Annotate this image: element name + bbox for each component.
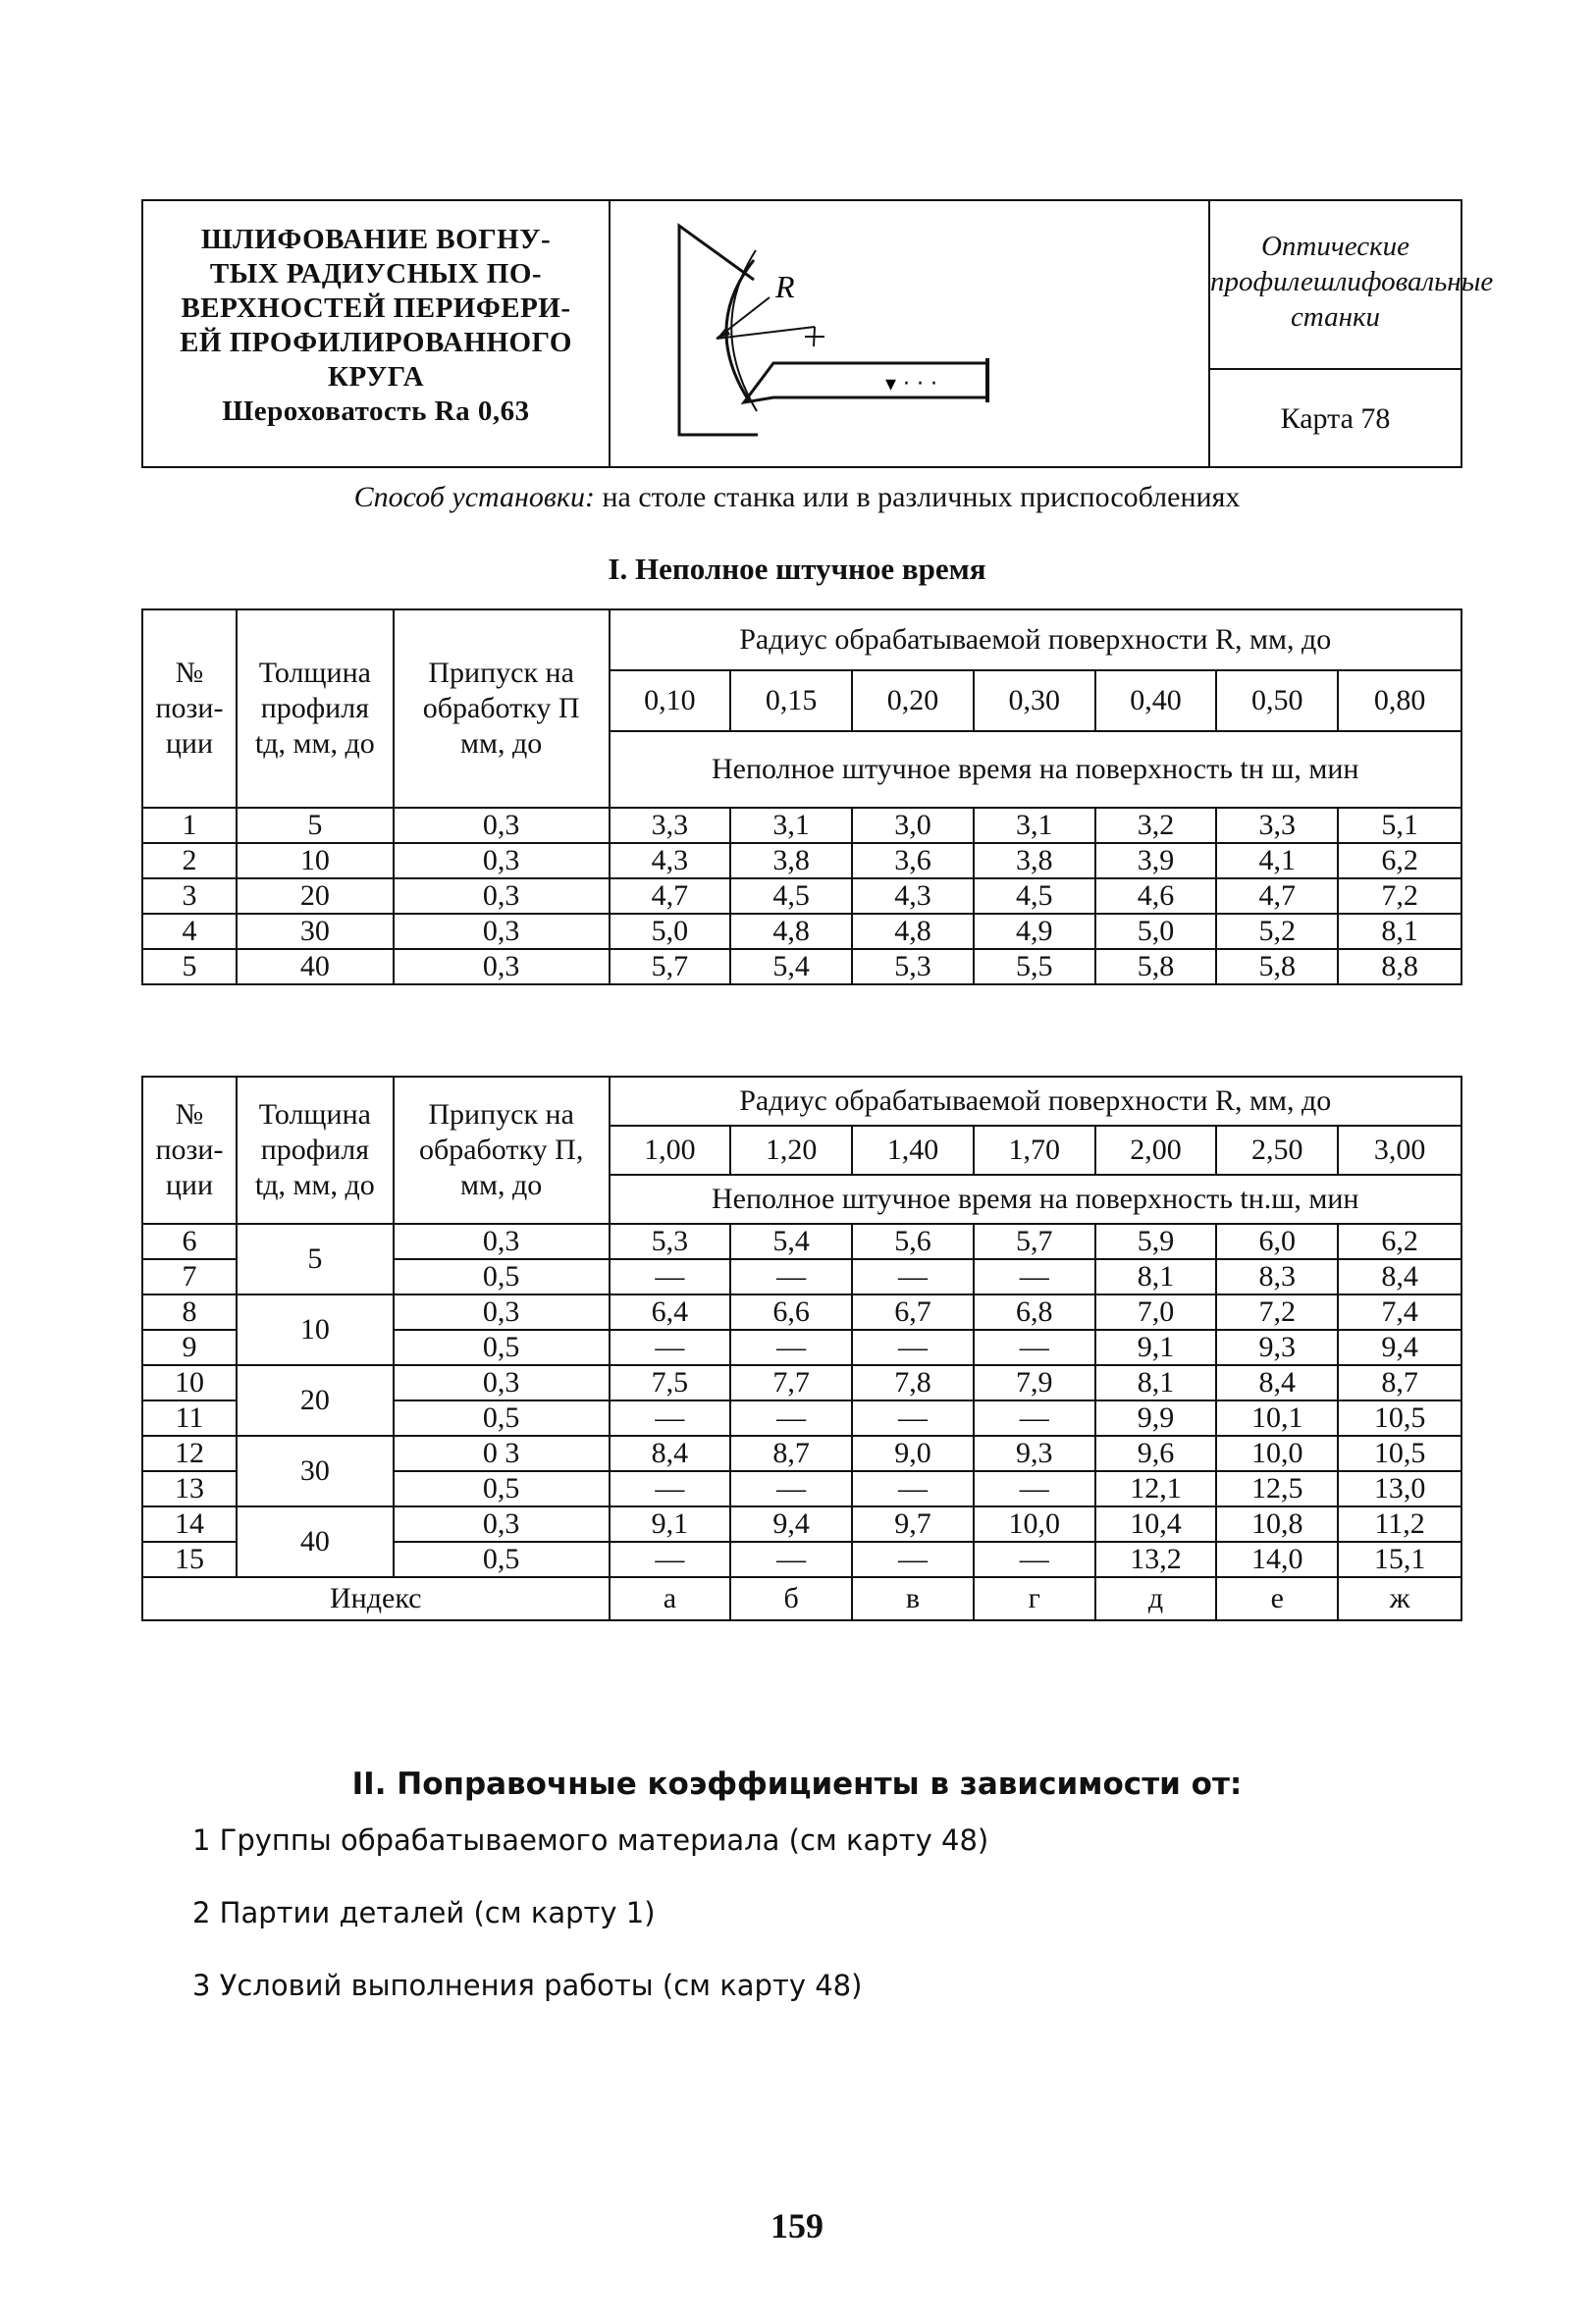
position-cell: 6 bbox=[142, 1224, 237, 1259]
time-cell: 8,7 bbox=[1338, 1365, 1461, 1400]
allowance-cell: 0,5 bbox=[394, 1542, 610, 1577]
header-line: № bbox=[175, 657, 204, 689]
time-cell: 5,7 bbox=[610, 949, 731, 984]
time-cell: 3,3 bbox=[1216, 808, 1338, 843]
thickness-cell: 20 bbox=[237, 878, 394, 914]
thickness-cell: 20 bbox=[237, 1365, 394, 1436]
time-cell: 6,7 bbox=[852, 1294, 974, 1330]
time-cell: 9,9 bbox=[1095, 1400, 1217, 1436]
header-allowance bbox=[394, 1077, 610, 1224]
card-number: Карта 78 bbox=[1280, 402, 1391, 435]
radius-value: 3,00 bbox=[1338, 1126, 1461, 1175]
machine-line: профилешлифовальные bbox=[1210, 266, 1494, 297]
header-position bbox=[142, 609, 237, 808]
index-cell: в bbox=[852, 1577, 974, 1620]
table-row bbox=[142, 1365, 1461, 1400]
header-line: обработку П bbox=[422, 692, 580, 724]
time-cell: 13,0 bbox=[1338, 1471, 1461, 1506]
time-cell: 3,1 bbox=[730, 808, 852, 843]
time-cell: 9,4 bbox=[1338, 1330, 1461, 1365]
time-cell: 3,3 bbox=[610, 808, 731, 843]
position-cell: 11 bbox=[142, 1400, 237, 1436]
time-cell: 4,5 bbox=[730, 878, 852, 914]
time-cell: 5,0 bbox=[1095, 914, 1217, 949]
time-cell: 6,4 bbox=[610, 1294, 731, 1330]
time-cell: 4,3 bbox=[610, 843, 731, 878]
allowance-cell: 0,3 bbox=[394, 843, 610, 878]
table-row bbox=[142, 843, 1461, 878]
header-radius: Радиус обрабатываемой поверхности R, мм, до bbox=[610, 1077, 1462, 1126]
header-line: мм, до bbox=[460, 727, 543, 760]
time-cell: 8,4 bbox=[1338, 1259, 1461, 1294]
header-time: Неполное штучное время на поверхность tн.ш, мин bbox=[610, 1175, 1462, 1224]
time-cell: 7,5 bbox=[610, 1365, 731, 1400]
time-cell: 10,1 bbox=[1216, 1400, 1338, 1436]
position-cell: 5 bbox=[142, 949, 237, 984]
time-cell: 3,6 bbox=[852, 843, 974, 878]
header-line: Толщина bbox=[258, 1098, 371, 1131]
time-cell: 12,5 bbox=[1216, 1471, 1338, 1506]
time-cell: 4,6 bbox=[1095, 878, 1217, 914]
time-cell: 8,3 bbox=[1216, 1259, 1338, 1294]
allowance-cell: 0,3 bbox=[394, 949, 610, 984]
header-line: tд, мм, до bbox=[254, 1169, 375, 1201]
time-cell: 10,0 bbox=[1216, 1436, 1338, 1471]
machine-line: станки bbox=[1290, 301, 1381, 333]
operation-title bbox=[143, 201, 611, 466]
radius-value: 1,70 bbox=[974, 1126, 1095, 1175]
time-cell: — bbox=[730, 1471, 852, 1506]
allowance-cell: 0,5 bbox=[394, 1471, 610, 1506]
time-cell: — bbox=[974, 1259, 1095, 1294]
time-cell: 6,0 bbox=[1216, 1224, 1338, 1259]
index-cell: г bbox=[974, 1577, 1095, 1620]
allowance-cell: 0,3 bbox=[394, 808, 610, 843]
allowance-cell: 0,3 bbox=[394, 1365, 610, 1400]
time-cell: 4,1 bbox=[1216, 843, 1338, 878]
thickness-cell: 10 bbox=[237, 1294, 394, 1365]
allowance-cell: 0,5 bbox=[394, 1400, 610, 1436]
correction-item: 1 Группы обрабатываемого материала (см карту 48) bbox=[192, 1823, 989, 1857]
time-cell: 11,2 bbox=[1338, 1506, 1461, 1542]
header-line: мм, до bbox=[460, 1169, 543, 1201]
header-position bbox=[142, 1077, 237, 1224]
index-cell: а bbox=[610, 1577, 731, 1620]
allowance-cell: 0,5 bbox=[394, 1259, 610, 1294]
setup-method bbox=[0, 481, 1594, 514]
time-cell: 5,4 bbox=[730, 1224, 852, 1259]
title-line: КРУГА bbox=[327, 361, 425, 393]
time-cell: 9,1 bbox=[610, 1506, 731, 1542]
time-cell: 8,8 bbox=[1338, 949, 1461, 984]
header-line: пози- bbox=[155, 692, 224, 724]
header-block bbox=[141, 199, 1494, 468]
position-cell: 1 bbox=[142, 808, 237, 843]
time-cell: 4,8 bbox=[730, 914, 852, 949]
thickness-cell: 5 bbox=[237, 808, 394, 843]
time-cell: 10,5 bbox=[1338, 1436, 1461, 1471]
allowance-cell: 0,3 bbox=[394, 1294, 610, 1330]
time-cell: 4,9 bbox=[974, 914, 1095, 949]
correction-item: 3 Условий выполнения работы (см карту 48) bbox=[192, 1969, 863, 2002]
time-cell: 5,0 bbox=[610, 914, 731, 949]
time-cell: 3,1 bbox=[974, 808, 1095, 843]
allowance-cell: 0,3 bbox=[394, 1224, 610, 1259]
time-cell: — bbox=[610, 1330, 731, 1365]
header-line: профиля bbox=[260, 692, 370, 724]
radius-value: 0,20 bbox=[852, 670, 974, 731]
time-cell: 10,5 bbox=[1338, 1400, 1461, 1436]
time-cell: 12,1 bbox=[1095, 1471, 1217, 1506]
radius-value: 1,40 bbox=[852, 1126, 974, 1175]
time-cell: 7,2 bbox=[1338, 878, 1461, 914]
title-line: ТЫХ РАДИУСНЫХ ПО- bbox=[209, 258, 543, 290]
thickness-cell: 5 bbox=[237, 1224, 394, 1294]
time-cell: 4,5 bbox=[974, 878, 1095, 914]
time-cell: 9,4 bbox=[730, 1506, 852, 1542]
time-cell: — bbox=[730, 1330, 852, 1365]
thickness-cell: 10 bbox=[237, 843, 394, 878]
time-cell: 9,0 bbox=[852, 1436, 974, 1471]
time-cell: 8,4 bbox=[610, 1436, 731, 1471]
time-cell: — bbox=[730, 1542, 852, 1577]
machine-line: Оптические bbox=[1260, 231, 1410, 262]
time-cell: 6,2 bbox=[1338, 1224, 1461, 1259]
allowance-cell: 0,5 bbox=[394, 1330, 610, 1365]
radius-value: 2,00 bbox=[1095, 1126, 1217, 1175]
time-cell: 10,4 bbox=[1095, 1506, 1217, 1542]
time-cell: 15,1 bbox=[1338, 1542, 1461, 1577]
time-cell: — bbox=[974, 1400, 1095, 1436]
time-cell: 7,8 bbox=[852, 1365, 974, 1400]
time-cell: 3,8 bbox=[974, 843, 1095, 878]
header-line: tд, мм, до bbox=[254, 727, 375, 760]
table-row bbox=[142, 878, 1461, 914]
position-cell: 4 bbox=[142, 914, 237, 949]
time-cell: 4,7 bbox=[610, 878, 731, 914]
title-line: ЕЙ ПРОФИЛИРОВАННОГО bbox=[180, 327, 572, 358]
position-cell: 14 bbox=[142, 1506, 237, 1542]
time-cell: 8,1 bbox=[1095, 1365, 1217, 1400]
time-cell: 8,7 bbox=[730, 1436, 852, 1471]
header-allowance bbox=[394, 609, 610, 808]
time-cell: 7,2 bbox=[1216, 1294, 1338, 1330]
radius-label: R bbox=[775, 269, 795, 304]
time-cell: 9,1 bbox=[1095, 1330, 1217, 1365]
time-cell: 3,2 bbox=[1095, 808, 1217, 843]
header-line: профиля bbox=[260, 1134, 370, 1166]
radius-value: 0,15 bbox=[730, 670, 852, 731]
index-label: Индекс bbox=[142, 1577, 610, 1620]
thickness-cell: 30 bbox=[237, 914, 394, 949]
radius-value: 0,40 bbox=[1095, 670, 1217, 731]
setup-method-label: Способ установки: bbox=[353, 481, 595, 513]
radius-value: 2,50 bbox=[1216, 1126, 1338, 1175]
page-number: 159 bbox=[770, 2206, 824, 2245]
time-cell: — bbox=[730, 1400, 852, 1436]
header-line: ции bbox=[165, 727, 214, 760]
table-row bbox=[142, 949, 1461, 984]
header-thickness bbox=[237, 1077, 394, 1224]
time-table-1 bbox=[141, 608, 1462, 985]
time-cell: 5,3 bbox=[852, 949, 974, 984]
correction-item: 2 Партии деталей (см карту 1) bbox=[192, 1896, 656, 1929]
time-cell: 7,4 bbox=[1338, 1294, 1461, 1330]
time-cell: 5,8 bbox=[1216, 949, 1338, 984]
time-cell: 6,8 bbox=[974, 1294, 1095, 1330]
header-thickness bbox=[237, 609, 394, 808]
time-cell: 9,3 bbox=[1216, 1330, 1338, 1365]
time-cell: — bbox=[610, 1259, 731, 1294]
header-time: Неполное штучное время на поверхность tн ш, мин bbox=[610, 731, 1462, 808]
table-row bbox=[142, 808, 1461, 843]
index-row bbox=[142, 1577, 1461, 1620]
time-cell: 7,0 bbox=[1095, 1294, 1217, 1330]
time-cell: 5,1 bbox=[1338, 808, 1461, 843]
header-radius: Радиус обрабатываемой поверхности R, мм, до bbox=[610, 609, 1462, 670]
time-cell: — bbox=[974, 1471, 1095, 1506]
time-cell: — bbox=[852, 1400, 974, 1436]
header-right bbox=[1210, 201, 1494, 466]
position-cell: 9 bbox=[142, 1330, 237, 1365]
time-cell: 8,1 bbox=[1095, 1259, 1217, 1294]
setup-method-text: на столе станка или в различных приспособлениях bbox=[594, 481, 1241, 513]
time-cell: — bbox=[974, 1542, 1095, 1577]
time-cell: 10,8 bbox=[1216, 1506, 1338, 1542]
time-cell: 5,3 bbox=[610, 1224, 731, 1259]
time-cell: 5,5 bbox=[974, 949, 1095, 984]
grinding-sketch bbox=[611, 201, 1206, 466]
radius-value: 0,50 bbox=[1216, 670, 1338, 731]
time-cell: 6,6 bbox=[730, 1294, 852, 1330]
time-cell: — bbox=[610, 1400, 731, 1436]
time-cell: — bbox=[852, 1259, 974, 1294]
time-cell: — bbox=[852, 1471, 974, 1506]
time-cell: — bbox=[610, 1542, 731, 1577]
allowance-cell: 0,3 bbox=[394, 878, 610, 914]
time-cell: 10,0 bbox=[974, 1506, 1095, 1542]
title-line: ВЕРХНОСТЕЙ ПЕРИФЕРИ- bbox=[181, 292, 571, 324]
time-cell: 7,9 bbox=[974, 1365, 1095, 1400]
header-line: обработку П, bbox=[418, 1134, 584, 1166]
svg-text:▾ · · ·: ▾ · · · bbox=[885, 372, 938, 396]
time-table-2 bbox=[141, 1076, 1462, 1621]
time-cell: 4,7 bbox=[1216, 878, 1338, 914]
time-cell: — bbox=[610, 1471, 731, 1506]
table-row bbox=[142, 914, 1461, 949]
time-cell: 5,6 bbox=[852, 1224, 974, 1259]
position-cell: 7 bbox=[142, 1259, 237, 1294]
sketch-cell bbox=[611, 201, 1210, 466]
thickness-cell: 30 bbox=[237, 1436, 394, 1506]
thickness-cell: 40 bbox=[237, 1506, 394, 1577]
allowance-cell: 0,3 bbox=[394, 1506, 610, 1542]
index-cell: д bbox=[1095, 1577, 1217, 1620]
position-cell: 8 bbox=[142, 1294, 237, 1330]
position-cell: 10 bbox=[142, 1365, 237, 1400]
position-cell: 15 bbox=[142, 1542, 237, 1577]
position-cell: 12 bbox=[142, 1436, 237, 1471]
table-row bbox=[142, 1224, 1461, 1259]
thickness-cell: 40 bbox=[237, 949, 394, 984]
roughness: Шероховатость Ra 0,63 bbox=[222, 396, 530, 427]
allowance-cell: 0,3 bbox=[394, 914, 610, 949]
time-cell: — bbox=[852, 1330, 974, 1365]
radius-value: 0,30 bbox=[974, 670, 1095, 731]
time-cell: — bbox=[974, 1330, 1095, 1365]
table-row bbox=[142, 1506, 1461, 1542]
title-line: ШЛИФОВАНИЕ ВОГНУ- bbox=[200, 224, 552, 255]
position-cell: 2 bbox=[142, 843, 237, 878]
time-cell: 14,0 bbox=[1216, 1542, 1338, 1577]
header-line: пози- bbox=[155, 1134, 224, 1166]
time-cell: 8,1 bbox=[1338, 914, 1461, 949]
header-line: Толщина bbox=[258, 657, 371, 689]
allowance-cell: 0 3 bbox=[394, 1436, 610, 1471]
machine-type bbox=[1210, 201, 1494, 370]
time-cell: 9,6 bbox=[1095, 1436, 1217, 1471]
time-cell: 5,2 bbox=[1216, 914, 1338, 949]
section-2-title: II. Поправочные коэффициенты в зависимости от: bbox=[351, 1767, 1243, 1802]
index-cell: б bbox=[730, 1577, 852, 1620]
index-cell: е bbox=[1216, 1577, 1338, 1620]
time-cell: 9,3 bbox=[974, 1436, 1095, 1471]
time-cell: 3,8 bbox=[730, 843, 852, 878]
time-cell: 5,9 bbox=[1095, 1224, 1217, 1259]
position-cell: 3 bbox=[142, 878, 237, 914]
time-cell: 13,2 bbox=[1095, 1542, 1217, 1577]
table-row bbox=[142, 1436, 1461, 1471]
time-cell: 3,9 bbox=[1095, 843, 1217, 878]
radius-value: 1,00 bbox=[610, 1126, 731, 1175]
header-line: ции bbox=[165, 1169, 214, 1201]
time-cell: 5,7 bbox=[974, 1224, 1095, 1259]
header-line: № bbox=[175, 1098, 204, 1131]
position-cell: 13 bbox=[142, 1471, 237, 1506]
time-cell: 8,4 bbox=[1216, 1365, 1338, 1400]
time-cell: 5,4 bbox=[730, 949, 852, 984]
header-line: Припуск на bbox=[428, 1098, 574, 1131]
table-row bbox=[142, 1294, 1461, 1330]
radius-value: 0,80 bbox=[1338, 670, 1461, 731]
time-cell: 9,7 bbox=[852, 1506, 974, 1542]
header-line: Припуск на bbox=[428, 657, 574, 689]
time-cell: — bbox=[852, 1542, 974, 1577]
time-cell: 7,7 bbox=[730, 1365, 852, 1400]
section-1-title: I. Неполное штучное время bbox=[608, 552, 986, 586]
radius-value: 1,20 bbox=[730, 1126, 852, 1175]
time-cell: — bbox=[730, 1259, 852, 1294]
time-cell: 3,0 bbox=[852, 808, 974, 843]
index-cell: ж bbox=[1338, 1577, 1461, 1620]
time-cell: 5,8 bbox=[1095, 949, 1217, 984]
radius-value: 0,10 bbox=[610, 670, 731, 731]
time-cell: 4,3 bbox=[852, 878, 974, 914]
time-cell: 6,2 bbox=[1338, 843, 1461, 878]
time-cell: 4,8 bbox=[852, 914, 974, 949]
